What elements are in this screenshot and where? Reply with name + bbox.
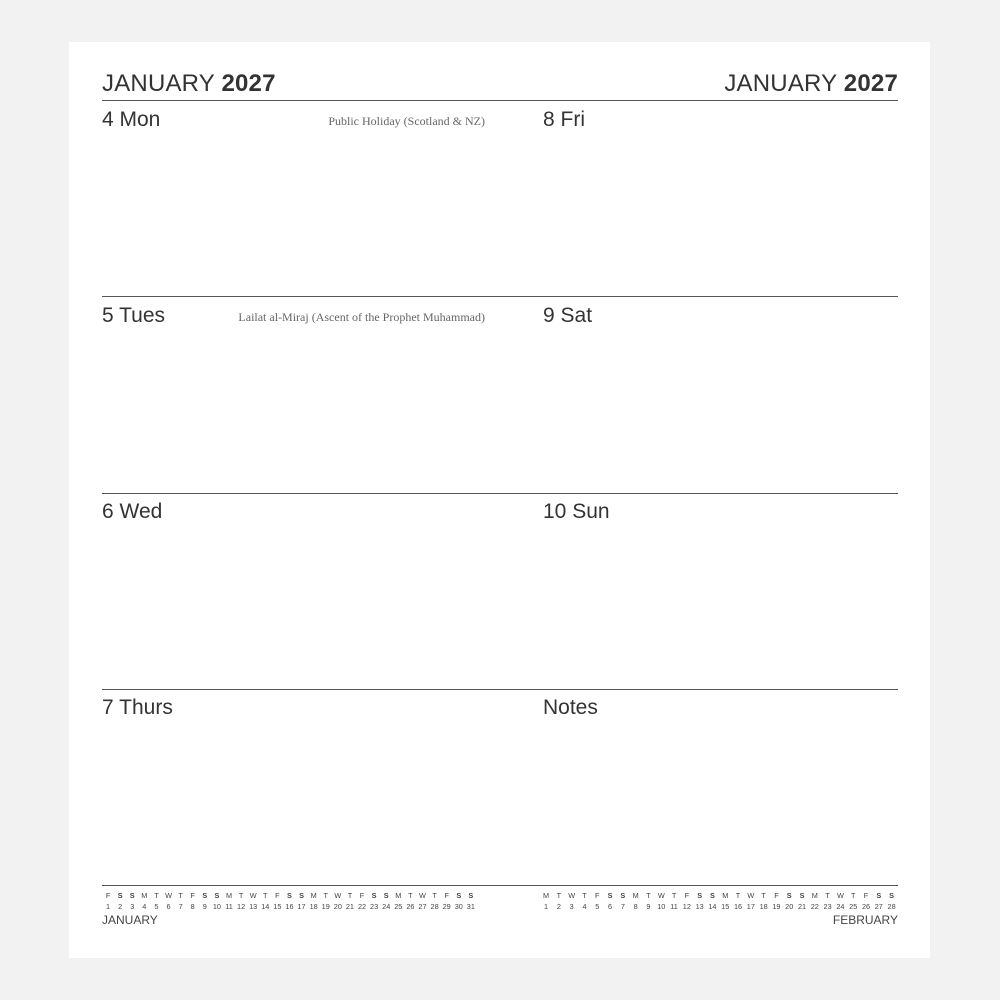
mini-calendar-date: 9 xyxy=(202,902,207,911)
mini-calendar-date: 28 xyxy=(887,902,896,911)
mini-calendar-weekday: F xyxy=(275,891,280,900)
mini-calendar-weekday: S xyxy=(607,891,613,900)
mini-calendar-date: 25 xyxy=(394,902,403,911)
mini-calendar-date: 5 xyxy=(154,902,159,911)
mini-calendar-date: 14 xyxy=(708,902,717,911)
mini-calendar-date: 6 xyxy=(608,902,613,911)
mini-calendar-date: 8 xyxy=(190,902,195,911)
mini-calendar-weekday: T xyxy=(178,891,183,900)
mini-calendar-weekday: S xyxy=(202,891,208,900)
mini-calendar-weekday: W xyxy=(568,891,576,900)
mini-calendar-weekday: S xyxy=(371,891,377,900)
mini-calendar-weekday: F xyxy=(190,891,195,900)
mini-calendar-weekdays xyxy=(102,891,477,900)
mini-calendar-date: 28 xyxy=(430,902,439,911)
holiday-note-tues: Lailat al-Miraj (Ascent of the Prophet Muhammad) xyxy=(238,310,485,324)
page-header-right xyxy=(724,70,898,98)
mini-calendar-weekday: W xyxy=(657,891,665,900)
day-divider xyxy=(102,296,898,297)
mini-calendar-date: 22 xyxy=(357,902,367,911)
notes-label: Notes xyxy=(543,696,598,719)
mini-calendar-weekday: T xyxy=(850,891,856,900)
mini-calendar-date: 2 xyxy=(118,902,123,911)
mini-calendar-weekday: T xyxy=(582,891,587,900)
mini-calendar-weekday: S xyxy=(468,891,474,900)
mini-calendar-date: 16 xyxy=(285,902,294,911)
mini-calendar-weekday: T xyxy=(263,891,268,900)
mini-calendar-date: 10 xyxy=(657,902,666,911)
mini-calendar-date: 26 xyxy=(861,902,871,911)
mini-calendar-weekday: M xyxy=(722,891,729,900)
day-label-sat: 9 Sat xyxy=(543,304,593,327)
mini-calendar-weekday: F xyxy=(105,891,111,900)
mini-calendar-weekday: M xyxy=(811,891,818,900)
mini-calendar-date: 26 xyxy=(406,902,415,911)
header-month: JANUARY xyxy=(102,70,215,97)
mini-calendar-date: 12 xyxy=(682,902,691,911)
mini-calendar-weekday: S xyxy=(876,891,882,900)
mini-calendar-date: 2 xyxy=(556,902,561,911)
mini-calendar-date: 19 xyxy=(772,902,781,911)
mini-calendar-weekday: T xyxy=(556,891,562,900)
mini-calendar-weekday: T xyxy=(154,891,159,900)
mini-calendar-february xyxy=(540,891,898,911)
mini-calendar-date: 1 xyxy=(544,902,549,911)
diary-page xyxy=(69,42,930,958)
mini-calendar-weekday: M xyxy=(141,891,148,900)
mini-calendar-weekday: T xyxy=(408,891,413,900)
mini-calendar-date: 13 xyxy=(695,902,704,911)
mini-calendar-weekday: F xyxy=(684,891,690,900)
mini-calendar-weekday: F xyxy=(863,891,869,900)
mini-calendar-weekday: T xyxy=(347,891,353,900)
mini-calendar-weekday: W xyxy=(249,891,257,900)
mini-calendar-weekday: M xyxy=(543,891,550,900)
mini-calendar-weekday: F xyxy=(774,891,779,900)
mini-calendar-date: 24 xyxy=(382,902,391,911)
mini-calendar-date: 11 xyxy=(225,902,233,911)
holiday-note-mon: Public Holiday (Scotland & NZ) xyxy=(328,114,485,128)
mini-calendar-date: 13 xyxy=(249,902,258,911)
mini-calendar-weekday: S xyxy=(697,891,703,900)
mini-calendar-weekday: W xyxy=(747,891,755,900)
mini-calendar-weekday: T xyxy=(238,891,244,900)
mini-calendar-date: 7 xyxy=(178,902,183,911)
mini-calendar-date: 20 xyxy=(785,902,794,911)
mini-calendar-weekday: T xyxy=(646,891,651,900)
header-year: 2027 xyxy=(843,70,898,97)
mini-calendar-weekday: T xyxy=(735,891,741,900)
day-label-fri: 8 Fri xyxy=(543,108,585,131)
day-label-thurs: 7 Thurs xyxy=(102,696,173,719)
mini-calendar-date: 7 xyxy=(620,902,625,911)
mini-calendar-weekday: S xyxy=(799,891,805,900)
mini-calendar-month-label: FEBRUARY xyxy=(832,913,898,927)
day-divider xyxy=(102,689,898,690)
page-header-left xyxy=(102,70,276,98)
mini-calendar-date: 25 xyxy=(849,902,858,911)
mini-calendar-weekday: T xyxy=(323,891,328,900)
mini-calendar-date: 18 xyxy=(309,902,318,911)
mini-calendar-date: 10 xyxy=(212,902,221,911)
mini-calendar-weekday: T xyxy=(761,891,766,900)
mini-calendar-date: 31 xyxy=(466,902,475,911)
mini-calendar-weekday: W xyxy=(836,891,844,900)
mini-calendar-weekday: M xyxy=(310,891,317,900)
mini-calendar-weekday: S xyxy=(710,891,715,900)
mini-calendar-rule xyxy=(102,885,898,886)
mini-calendar-date: 15 xyxy=(721,902,730,911)
mini-calendar-weekday: W xyxy=(419,891,426,900)
mini-calendar-date: 23 xyxy=(370,902,379,911)
mini-calendar-date: 5 xyxy=(595,902,600,911)
mini-calendar-dates xyxy=(102,902,477,911)
mini-calendar-date: 6 xyxy=(166,902,171,911)
mini-calendar-weekday: F xyxy=(359,891,365,900)
mini-calendar-date: 22 xyxy=(810,902,819,911)
mini-calendar-date: 17 xyxy=(297,902,306,911)
header-rule xyxy=(102,100,898,101)
day-divider xyxy=(102,493,898,494)
mini-calendar-dates xyxy=(540,902,898,911)
mini-calendar-date: 29 xyxy=(442,902,451,911)
mini-calendar-date: 11 xyxy=(670,902,678,911)
mini-calendar-weekday: S xyxy=(299,891,304,900)
mini-calendar-date: 27 xyxy=(418,902,427,911)
mini-calendar-date: 9 xyxy=(646,902,651,911)
header-year: 2027 xyxy=(221,70,276,97)
day-label-sun: 10 Sun xyxy=(543,500,610,523)
mini-calendar-weekday: S xyxy=(456,891,462,900)
mini-calendar-weekday: W xyxy=(165,891,172,900)
mini-calendar-date: 21 xyxy=(345,902,354,911)
mini-calendar-date: 3 xyxy=(569,902,574,911)
mini-calendar-weekday: S xyxy=(129,891,135,900)
mini-calendar-date: 14 xyxy=(261,902,270,911)
mini-calendar-date: 21 xyxy=(797,902,807,911)
mini-calendar-weekday: S xyxy=(620,891,626,900)
mini-calendar-date: 18 xyxy=(759,902,768,911)
mini-calendar-weekday: S xyxy=(214,891,220,900)
mini-calendar-date: 4 xyxy=(142,902,147,911)
mini-calendar-date: 15 xyxy=(273,902,282,911)
mini-calendar-date: 19 xyxy=(321,902,330,911)
mini-calendar-date: 24 xyxy=(836,902,845,911)
mini-calendar-date: 3 xyxy=(130,902,135,911)
mini-calendar-date: 16 xyxy=(733,902,743,911)
mini-calendar-date: 1 xyxy=(106,902,111,911)
mini-calendar-weekday: T xyxy=(671,891,677,900)
mini-calendar-weekday: M xyxy=(225,891,233,900)
mini-calendar-january xyxy=(102,891,477,911)
mini-calendar-weekday: W xyxy=(334,891,342,900)
mini-calendar-date: 20 xyxy=(333,902,342,911)
mini-calendar-date: 23 xyxy=(823,902,832,911)
day-label-wed: 6 Wed xyxy=(102,500,163,523)
mini-calendar-date: 17 xyxy=(746,902,755,911)
mini-calendar-weekday: F xyxy=(444,891,449,900)
day-label-tues: 5 Tues xyxy=(102,304,166,327)
mini-calendar-date: 27 xyxy=(874,902,883,911)
mini-calendar-weekday: M xyxy=(632,891,639,900)
mini-calendar-weekday: M xyxy=(395,891,402,900)
mini-calendar-weekday: F xyxy=(595,891,600,900)
day-label-mon: 4 Mon xyxy=(102,108,161,131)
header-month: JANUARY xyxy=(724,70,837,97)
mini-calendar-weekdays xyxy=(540,891,898,900)
mini-calendar-date: 8 xyxy=(633,902,638,911)
mini-calendar-month-label: JANUARY xyxy=(102,913,158,927)
mini-calendar-weekday: T xyxy=(432,891,437,900)
mini-calendar-date: 4 xyxy=(582,902,587,911)
mini-calendar-date: 12 xyxy=(237,902,246,911)
mini-calendar-weekday: T xyxy=(825,891,830,900)
mini-calendar-weekday: S xyxy=(889,891,895,900)
mini-calendar-weekday: S xyxy=(287,891,292,900)
mini-calendar-weekday: S xyxy=(383,891,389,900)
mini-calendar-weekday: S xyxy=(786,891,792,900)
mini-calendar-date: 30 xyxy=(454,902,463,911)
mini-calendar-weekday: S xyxy=(117,891,123,900)
